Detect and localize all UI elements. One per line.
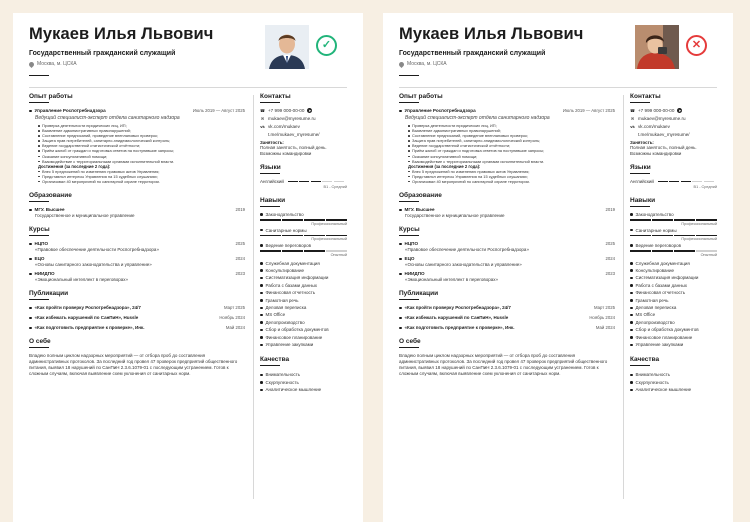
level-bar [260, 250, 281, 252]
level-bar [288, 181, 298, 183]
course-org: ЕЦО [399, 256, 415, 261]
course-org: ЕЦО [29, 256, 45, 261]
about-section [29, 338, 245, 377]
skill-item: Работа с базами данных [260, 282, 347, 289]
education-section [29, 192, 245, 218]
bullet-icon [399, 110, 402, 113]
skill-item: Работа с базами данных [630, 282, 717, 289]
courses-list [399, 241, 615, 282]
bullet-icon [29, 317, 32, 320]
avatar [635, 25, 679, 69]
telegram-link-icon [630, 132, 635, 137]
level-bar [630, 250, 651, 252]
duty-item: Выявление административных правонарушений; [408, 128, 615, 133]
section-title: Публикации [29, 290, 69, 298]
level-bar [326, 219, 347, 221]
education-section [399, 192, 615, 218]
portrait-casual-icon [635, 25, 679, 69]
level-bar [334, 181, 344, 183]
rated-skill-name: Санитарные нормы [260, 228, 347, 233]
about-section [399, 338, 615, 377]
contacts-section [260, 93, 347, 156]
duty-item: Проверка деятельности юридических лиц, ИП; [408, 123, 615, 128]
skills-section [260, 197, 347, 348]
course-title: «Основы санитарного законодательства и управление» [35, 262, 152, 268]
rated-skill [260, 228, 347, 242]
level-bar [696, 219, 717, 221]
course-title: «Эмоциональный интеллект в переговорах» [35, 277, 128, 283]
section-title: Качества [630, 356, 660, 364]
language-level: B1 - Средний [323, 185, 347, 189]
rated-skill [260, 212, 347, 226]
job-period: Июль 2019 — Август 2025 [192, 108, 245, 113]
side-column [260, 93, 347, 402]
publications-section [399, 290, 615, 330]
skill-item: MS Office [260, 311, 347, 318]
level-bar [652, 235, 673, 237]
qualities-section [630, 356, 717, 393]
level-bar [674, 235, 695, 237]
course-year: 2023 [235, 271, 245, 277]
languages-section [630, 164, 717, 189]
experience-section [399, 93, 615, 184]
portrait-formal-icon [265, 25, 309, 69]
language-level: B1 - Средний [693, 185, 717, 189]
languages-section [260, 164, 347, 189]
skill-item: Систематизация информации [630, 274, 717, 281]
duty-item: Ведение государственной статистической отчётности; [38, 143, 245, 148]
language-level-bars [658, 181, 714, 183]
course-title: «Правовое обеспечение деятельности Роспотребнадзора» [35, 247, 159, 253]
level-bar [652, 250, 673, 252]
resume-role: Государственный гражданский служащий [29, 50, 176, 57]
publication-title: «Как пройти проверку Роспотребнадзора», 24/7 [29, 305, 141, 310]
column-divider [253, 95, 254, 499]
skill-item: Сбор и обработка документов [630, 326, 717, 333]
location-text: Москва, м. ЦСКА [407, 61, 447, 67]
phone-icon: ☎ [260, 108, 265, 113]
quality-item: Внимательность [630, 371, 717, 378]
duty-item: Составление предписаний, проведение внеплановых проверок; [408, 133, 615, 138]
check-circle-icon: ✓ [316, 35, 337, 56]
bullet-icon [399, 327, 402, 330]
level-bar [674, 250, 695, 252]
level-bar [658, 181, 668, 183]
resume-good-example [13, 13, 363, 522]
qualities-list [260, 371, 347, 393]
experience-section [29, 93, 245, 184]
vk-icon: vk [260, 124, 265, 129]
course-item [399, 256, 615, 267]
level-bar [282, 250, 303, 252]
publication-date: Март 2025 [223, 305, 245, 311]
section-title: Курсы [399, 226, 420, 234]
rated-skill-name: Санитарные нормы [630, 228, 717, 233]
course-org: НИИДПО [399, 271, 425, 276]
rated-skill-name: Законодательство [630, 212, 717, 217]
section-title: Языки [630, 164, 651, 171]
contact-email[interactable]: ✉ mukaev@myresume.ru [630, 116, 686, 121]
course-item [399, 241, 615, 252]
resume-bad-example [383, 13, 733, 522]
about-text: Владею полным циклом надзорных мероприятий — от отбора проб до составления административных протоколов. За последний год провел 47 проверок предприятий общественного питания, выявил 18 нарушений по СанПиН 2.3.6.1079-01 с последующим устранением. Готов к сложным случаям, включая выявление схем уклонения от санитарных норм. [399, 353, 608, 377]
location-text: Москва, м. ЦСКА [37, 61, 77, 67]
duty-item: Взаимодействие с территориальными органами исполнительной власти. [408, 159, 615, 164]
publication-title: «Как избежать нарушений по СанПиН», Hussle [29, 315, 138, 320]
course-org: НЦПО [29, 241, 48, 246]
achievement-item: Представлял интересы Управления на 15 судебных слушаниях; [38, 174, 245, 179]
employment-label: Занятость: [630, 140, 654, 145]
rated-skills [260, 212, 347, 257]
language-level-bars [288, 181, 344, 183]
contact-phone[interactable]: ☎ +7 999 000-00-00 ➤ [630, 108, 682, 113]
job-header [399, 108, 615, 113]
cross-circle-icon: ✕ [686, 35, 707, 56]
duty-item: Приём жалоб от граждан и подготовка ответов на поступившие запросы; [38, 148, 245, 153]
level-bar [282, 235, 303, 237]
publication-date: Май 2024 [595, 325, 615, 331]
skill-item: Финансовая отчетность [260, 289, 347, 296]
publication-item[interactable] [399, 325, 615, 330]
publication-title: «Как избежать нарушений по СанПиН», Hussle [399, 315, 508, 320]
skill-level: Опытный [700, 252, 717, 257]
location-pin-icon [398, 60, 405, 67]
job-header [29, 108, 245, 113]
achievements-title: Достижения (за последние 2 года): [408, 163, 481, 169]
skill-item: Служебная документация [260, 260, 347, 267]
course-title: «Эмоциональный интеллект в переговорах» [405, 277, 498, 283]
section-title: Опыт работы [29, 93, 73, 100]
skill-level-bars [260, 219, 347, 221]
skill-level-bars [260, 250, 347, 252]
course-org: НЦПО [399, 241, 418, 246]
duty-item: Оказание консультативной помощи; [38, 154, 245, 159]
duty-item: Составление предписаний, проведение внеплановых проверок; [38, 133, 245, 138]
level-bar [630, 235, 651, 237]
bullet-icon [630, 213, 633, 216]
skill-item: Грамотная речь [260, 297, 347, 304]
section-title: Образование [399, 192, 442, 200]
level-bar [674, 219, 695, 221]
achievement-item: Организовал 40 мероприятий по санитарной охране территории. [408, 179, 615, 184]
education-school: МГУ. Высшее [399, 207, 435, 212]
rated-skill [630, 243, 717, 257]
skill-item: Деловая переписка [630, 304, 717, 311]
achievement-item: Внес 5 предложений по изменению правовых актов Управления; [38, 169, 245, 174]
skill-level-bars [260, 235, 347, 237]
section-title: Навыки [260, 197, 286, 204]
publications-list [399, 305, 615, 330]
publication-item[interactable] [399, 305, 615, 310]
duty-item: Оказание консультативной помощи; [408, 154, 615, 159]
language-item [260, 179, 347, 184]
job-employer: Управление Роспотребнадзора [29, 108, 106, 113]
course-year: 2024 [605, 256, 615, 262]
section-title: Курсы [29, 226, 50, 234]
level-bar [630, 219, 651, 221]
bullet-icon [399, 258, 402, 261]
skill-item: Деловая переписка [260, 304, 347, 311]
bullet-icon [29, 243, 32, 246]
level-bar [304, 250, 325, 252]
main-column [29, 93, 245, 385]
skill-level: Профессиональный [681, 237, 717, 241]
level-bar [322, 181, 332, 183]
quality-item: Аналитическое мышление [630, 386, 717, 393]
courses-section [29, 226, 245, 282]
skill-item: Сбор и обработка документов [260, 326, 347, 333]
achievement-item: Внес 5 предложений по изменению правовых актов Управления; [408, 169, 615, 174]
publication-item[interactable] [29, 315, 245, 320]
language-name: Английский [630, 179, 654, 184]
employment-value: Полная занятость, полный день. Возможны командировки [260, 145, 327, 156]
about-text: Владею полным циклом надзорных мероприятий — от отбора проб до составления административных протоколов. За последний год провел 47 проверок предприятий общественного питания, выявил 18 нарушений по СанПиН 2.3.6.1079-01 с последующим устранением. Готов к сложным случаям, включая выявление схем уклонения от санитарных норм. [29, 353, 238, 377]
main-column [399, 93, 615, 385]
level-bar [704, 181, 714, 183]
bullet-icon [399, 273, 402, 276]
section-title: Языки [260, 164, 281, 171]
bullet-icon [29, 209, 32, 212]
rated-skill [630, 212, 717, 226]
contact-vk[interactable]: vk vk.com/mukaev [630, 124, 670, 129]
skills-section [630, 197, 717, 348]
telegram-link-icon [260, 132, 265, 137]
quality-item: Аналитическое мышление [260, 386, 347, 393]
level-bar [299, 181, 309, 183]
section-title: О себе [29, 338, 51, 346]
job-position: Ведущий специалист-эксперт отдела санитарного надзора [405, 115, 550, 121]
bullet-icon [260, 244, 263, 247]
section-title: Качества [260, 356, 290, 364]
level-bar [326, 250, 347, 252]
bullet-icon [630, 229, 633, 232]
skill-level: Профессиональный [311, 237, 347, 241]
job-position: Ведущий специалист-эксперт отдела санитарного надзора [35, 115, 180, 121]
level-bar [304, 235, 325, 237]
course-item [29, 256, 245, 267]
skill-item: Финансовое планирование [630, 334, 717, 341]
section-title: Контакты [260, 93, 291, 100]
bullet-icon [29, 327, 32, 330]
language-item [630, 179, 717, 184]
level-bar [696, 235, 717, 237]
employment-value: Полная занятость, полный день. Возможны командировки [630, 145, 697, 156]
course-year: 2025 [235, 241, 245, 247]
duty-item: Ведение государственной статистической отчётности; [408, 143, 615, 148]
publication-date: Ноябрь 2024 [589, 315, 615, 321]
quality-item: Скурпулезность [630, 379, 717, 386]
skill-item: Управление закупками [630, 341, 717, 348]
avatar [265, 25, 309, 69]
education-school: МГУ. Высшее [29, 207, 65, 212]
achievements-title: Достижения (за последние 2 года): [38, 163, 111, 169]
level-bar [260, 219, 281, 221]
qualities-section [260, 356, 347, 393]
email-icon: ✉ [630, 116, 635, 121]
skill-item: MS Office [630, 311, 717, 318]
section-title: Публикации [399, 290, 439, 298]
language-name: Английский [260, 179, 284, 184]
publication-item[interactable] [29, 325, 245, 330]
course-item [399, 271, 615, 282]
job-employer: Управление Роспотребнадзора [399, 108, 476, 113]
email-icon: ✉ [260, 116, 265, 121]
level-bar [652, 219, 673, 221]
section-title: Навыки [630, 197, 656, 204]
resume-name: Мукаев Илья Львович [399, 25, 584, 43]
skill-level: Опытный [330, 252, 347, 257]
bullet-icon [399, 317, 402, 320]
level-bar [260, 235, 281, 237]
level-bar [311, 181, 321, 183]
publication-title: «Как подготовить предприятие к проверке», Инк. [29, 325, 144, 330]
publication-date: Март 2025 [593, 305, 615, 311]
level-bar [304, 219, 325, 221]
rated-skill-name: Ведение переговоров [630, 243, 717, 248]
contact-telegram[interactable]: t.me/mukaev_myresume/ [630, 132, 717, 137]
contact-vk[interactable]: vk vk.com/mukaev [260, 124, 300, 129]
employment-label: Занятость: [260, 140, 284, 145]
skills-list [260, 260, 347, 349]
resume-role: Государственный гражданский служащий [399, 50, 546, 57]
contact-phone[interactable]: ☎ +7 999 000-00-00 ➤ [260, 108, 312, 113]
vk-icon: vk [630, 124, 635, 129]
rated-skills [630, 212, 717, 257]
section-title: Образование [29, 192, 72, 200]
education-year: 2019 [605, 207, 615, 213]
course-year: 2024 [235, 256, 245, 262]
skill-item: Делопроизводство [260, 319, 347, 326]
contact-telegram[interactable]: t.me/mukaev_myresume/ [260, 132, 347, 137]
course-item [29, 241, 245, 252]
publication-title: «Как подготовить предприятие к проверке», Инк. [399, 325, 514, 330]
header-divider [29, 87, 347, 88]
qualities-list [630, 371, 717, 393]
rated-skill [260, 243, 347, 257]
level-bar [681, 181, 691, 183]
quality-item: Скурпулезность [260, 379, 347, 386]
job-period: Июль 2019 — Август 2025 [562, 108, 615, 113]
skill-item: Финансовое планирование [260, 334, 347, 341]
courses-section [399, 226, 615, 282]
publication-item[interactable] [29, 305, 245, 310]
publication-item[interactable] [399, 315, 615, 320]
course-year: 2023 [605, 271, 615, 277]
education-program: Государственное и муниципальное управление [35, 213, 135, 219]
skill-level: Профессиональный [681, 221, 717, 226]
contacts-section [630, 93, 717, 156]
publication-title: «Как пройти проверку Роспотребнадзора», 24/7 [399, 305, 511, 310]
rated-skill [630, 228, 717, 242]
bullet-icon [260, 213, 263, 216]
header-divider [399, 87, 717, 88]
course-title: «Основы санитарного законодательства и управление» [405, 262, 522, 268]
courses-list [29, 241, 245, 282]
bullet-icon [260, 229, 263, 232]
bullet-icon [399, 209, 402, 212]
course-title: «Правовое обеспечение деятельности Роспотребнадзора» [405, 247, 529, 253]
duty-item: Выявление административных правонарушений; [38, 128, 245, 133]
duty-item: Защита прав потребителей, санитарно-эпидемиологический контроль; [408, 138, 615, 143]
skill-item: Грамотная речь [630, 297, 717, 304]
quality-item: Внимательность [260, 371, 347, 378]
section-title: Контакты [630, 93, 661, 100]
skill-item: Финансовая отчетность [630, 289, 717, 296]
location-pin-icon [28, 60, 35, 67]
bullet-icon [399, 243, 402, 246]
achievement-item: Представлял интересы Управления на 15 судебных слушаниях; [408, 174, 615, 179]
skill-item: Консультирование [630, 267, 717, 274]
skill-level-bars [630, 219, 717, 221]
section-title: О себе [399, 338, 421, 346]
skill-item: Систематизация информации [260, 274, 347, 281]
achievement-item: Организовал 40 мероприятий по санитарной охране территории. [38, 179, 245, 184]
column-divider [623, 95, 624, 499]
bullet-icon [630, 244, 633, 247]
phone-icon: ☎ [630, 108, 635, 113]
level-bar [282, 219, 303, 221]
skill-level: Профессиональный [311, 221, 347, 226]
telegram-icon: ➤ [678, 108, 682, 113]
level-bar [692, 181, 702, 183]
skill-item: Консультирование [260, 267, 347, 274]
publication-date: Ноябрь 2024 [219, 315, 245, 321]
level-bar [326, 235, 347, 237]
course-year: 2025 [605, 241, 615, 247]
bullet-icon [29, 258, 32, 261]
bullet-icon [399, 307, 402, 310]
skills-list [630, 260, 717, 349]
level-bar [696, 250, 717, 252]
skill-level-bars [630, 235, 717, 237]
resume-name: Мукаев Илья Львович [29, 25, 214, 43]
bullet-icon [29, 273, 32, 276]
rated-skill-name: Ведение переговоров [260, 243, 347, 248]
education-year: 2019 [235, 207, 245, 213]
skill-item: Служебная документация [630, 260, 717, 267]
job-achievements [38, 169, 245, 184]
duty-item: Проверка деятельности юридических лиц, ИП; [38, 123, 245, 128]
job-duties [38, 123, 245, 164]
publications-list [29, 305, 245, 330]
job-achievements [408, 169, 615, 184]
header-rule [29, 75, 49, 76]
side-column [630, 93, 717, 402]
skill-item: Управление закупками [260, 341, 347, 348]
publications-section [29, 290, 245, 330]
section-title: Опыт работы [399, 93, 443, 100]
course-org: НИИДПО [29, 271, 55, 276]
skill-level-bars [630, 250, 717, 252]
education-program: Государственное и муниципальное управление [405, 213, 505, 219]
skill-item: Делопроизводство [630, 319, 717, 326]
job-duties [408, 123, 615, 164]
telegram-icon: ➤ [308, 108, 312, 113]
contact-email[interactable]: ✉ mukaev@myresume.ru [260, 116, 316, 121]
level-bar [669, 181, 679, 183]
publication-date: Май 2024 [225, 325, 245, 331]
duty-item: Защита прав потребителей, санитарно-эпидемиологический контроль; [38, 138, 245, 143]
duty-item: Приём жалоб от граждан и подготовка ответов на поступившие запросы; [408, 148, 615, 153]
rated-skill-name: Законодательство [260, 212, 347, 217]
duty-item: Взаимодействие с территориальными органами исполнительной власти. [38, 159, 245, 164]
bullet-icon [29, 307, 32, 310]
bullet-icon [29, 110, 32, 113]
course-item [29, 271, 245, 282]
header-rule [399, 75, 419, 76]
